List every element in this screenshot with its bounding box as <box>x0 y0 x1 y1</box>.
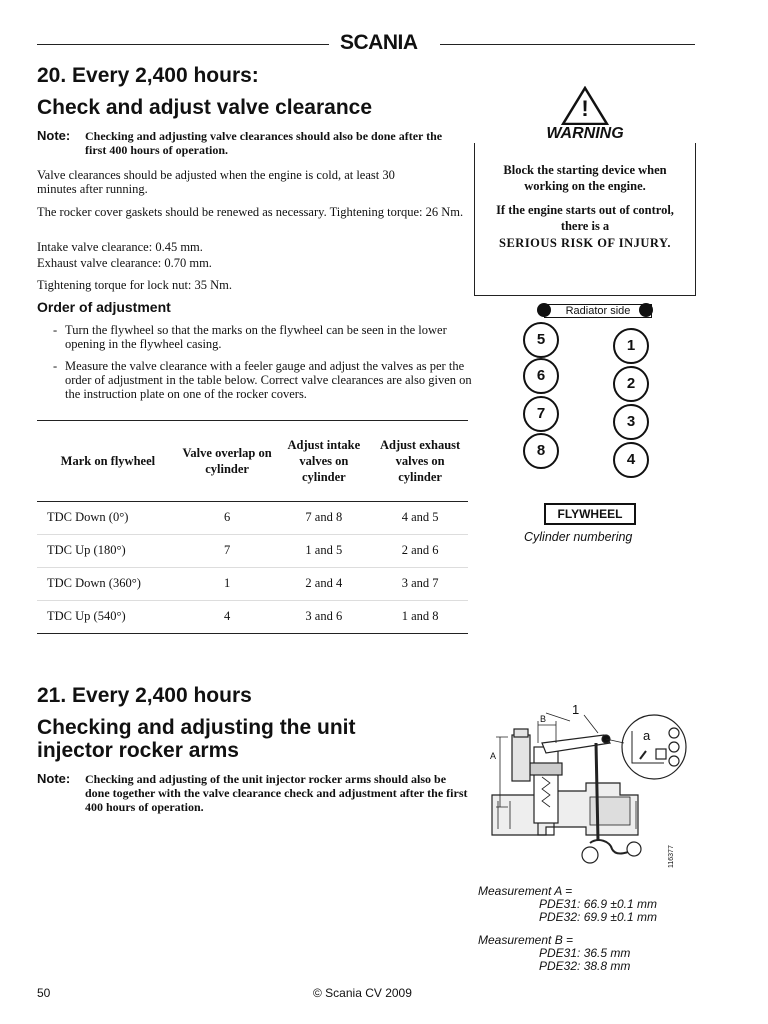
table-cell: 1 <box>179 567 276 600</box>
header-overlap: Valve overlap on cylinder <box>179 421 276 501</box>
table-row <box>37 600 468 633</box>
cylinder-3: 3 <box>613 404 649 440</box>
note-text: Checking and adjusting valve clearances should also be done after the first 400 hours of operation. <box>85 129 443 157</box>
header-exhaust: Adjust exhaust valves on cylinder <box>372 421 468 501</box>
warning-title: WARNING <box>474 125 696 143</box>
page-number: 50 <box>37 986 51 1000</box>
table-cell: TDC Up (540°) <box>37 600 179 633</box>
warning-text-1: Block the starting device when working on the engine. <box>503 163 667 193</box>
rocker-arm-figure <box>486 703 694 881</box>
list-item: - Turn the flywheel so that the marks on the flywheel can be seen in the lower opening in the flywheel casing. <box>37 323 477 351</box>
figure-label-b: B <box>540 714 547 724</box>
table-cell: 4 <box>179 600 276 633</box>
note-label-21: Note: <box>37 771 71 786</box>
radiator-label: Radiator side <box>565 305 631 317</box>
section-21-subtitle-1 <box>37 716 356 740</box>
table-cell: 4 and 5 <box>372 501 468 534</box>
table-cell: 3 and 7 <box>372 567 468 600</box>
cylinder-caption: Cylinder numbering <box>524 530 633 544</box>
section-21-title-line3: injector rocker arms <box>37 739 239 762</box>
table-cell: TDC Down (0°) <box>37 501 179 534</box>
table-row <box>37 534 468 567</box>
figure-label-a: a <box>643 728 651 743</box>
measurement-a-label: Measurement A = <box>478 884 573 898</box>
warning-text-3: SERIOUS RISK OF INJURY. <box>499 236 671 250</box>
table-row <box>37 567 468 600</box>
flywheel-label: FLYWHEEL <box>544 503 636 525</box>
header-rule-right <box>440 44 695 45</box>
header-rule-left <box>37 44 329 45</box>
table-header-row <box>37 421 468 501</box>
list-item: - Measure the valve clearance with a feeler gauge and adjust the valves as per the order of adjustment in the table below. Correct valve clearances are also given on the instruction plate on one of the rocker covers. <box>37 359 477 401</box>
adjustment-steps <box>37 323 477 409</box>
table-cell: 6 <box>179 501 276 534</box>
measurement-b-pde32: PDE32: 38.8 mm <box>539 959 631 973</box>
table-cell: 1 and 5 <box>275 534 372 567</box>
cylinder-4: 4 <box>613 442 649 478</box>
table-row <box>37 501 468 534</box>
cylinder-2: 2 <box>613 366 649 402</box>
section-20-title-line2: Check and adjust valve clearance <box>37 96 373 119</box>
table-cell: 7 and 8 <box>275 501 372 534</box>
cylinder-1: 1 <box>613 328 649 364</box>
figure-label-a-dim: A <box>490 751 497 761</box>
table-cell: 3 and 6 <box>275 600 372 633</box>
warning-text-2: If the engine starts out of control, there is a <box>496 203 674 233</box>
note-label: Note: <box>37 128 71 143</box>
section-21-title-line2: Checking and adjusting the unit <box>37 716 356 739</box>
header-mark: Mark on flywheel <box>37 421 179 501</box>
scania-logo: SCANIA <box>340 31 418 54</box>
measurement-a-pde32: PDE32: 69.9 ±0.1 mm <box>539 910 657 924</box>
table-cell: TDC Up (180°) <box>37 534 179 567</box>
table-cell: TDC Down (360°) <box>37 567 179 600</box>
section-21-title-line1: 21. Every 2,400 hours <box>37 684 252 707</box>
intake-clearance: Intake valve clearance: 0.45 mm. <box>37 240 203 254</box>
cylinder-7: 7 <box>523 396 559 432</box>
paragraph-gaskets: The rocker cover gaskets should be renewed as necessary. Tightening torque: 26 Nm. <box>37 205 464 219</box>
paragraph-cold-engine: Valve clearances should be adjusted when the engine is cold, at least 30 minutes after running. <box>37 168 395 196</box>
figure-label-1: 1 <box>572 702 580 717</box>
cylinder-5: 5 <box>523 322 559 358</box>
section-20-title <box>37 64 259 88</box>
copyright: © Scania CV 2009 <box>313 986 412 1000</box>
figure-number: 116377 <box>668 845 675 868</box>
measurement-a-pde31: PDE31: 66.9 ±0.1 mm <box>539 897 657 911</box>
table-cell: 7 <box>179 534 276 567</box>
locknut-torque: Tightening torque for lock nut: 35 Nm. <box>37 278 233 292</box>
measurement-b-pde31: PDE31: 36.5 mm <box>539 946 631 960</box>
section-20-subtitle <box>37 96 372 120</box>
section-21-subtitle-2 <box>37 739 239 763</box>
note-text-21: Checking and adjusting of the unit injector rocker arms should also be done together with the valve clearance check and adjustment after the first 400 hours of operation. <box>85 772 468 814</box>
order-heading: Order of adjustment <box>37 299 171 315</box>
exhaust-clearance: Exhaust valve clearance: 0.70 mm. <box>37 256 212 270</box>
warning-exclamation: ! <box>581 96 589 121</box>
section-20-title-line1: 20. Every 2,400 hours: <box>37 64 259 87</box>
cylinder-8: 8 <box>523 433 559 469</box>
cylinder-6: 6 <box>523 358 559 394</box>
adjustment-table <box>37 421 468 634</box>
section-21-title <box>37 684 252 708</box>
table-cell: 2 and 4 <box>275 567 372 600</box>
measurement-b-label: Measurement B = <box>478 933 574 947</box>
table-cell: 2 and 6 <box>372 534 468 567</box>
header-intake: Adjust intake valves on cylinder <box>275 421 372 501</box>
table-cell: 1 and 8 <box>372 600 468 633</box>
